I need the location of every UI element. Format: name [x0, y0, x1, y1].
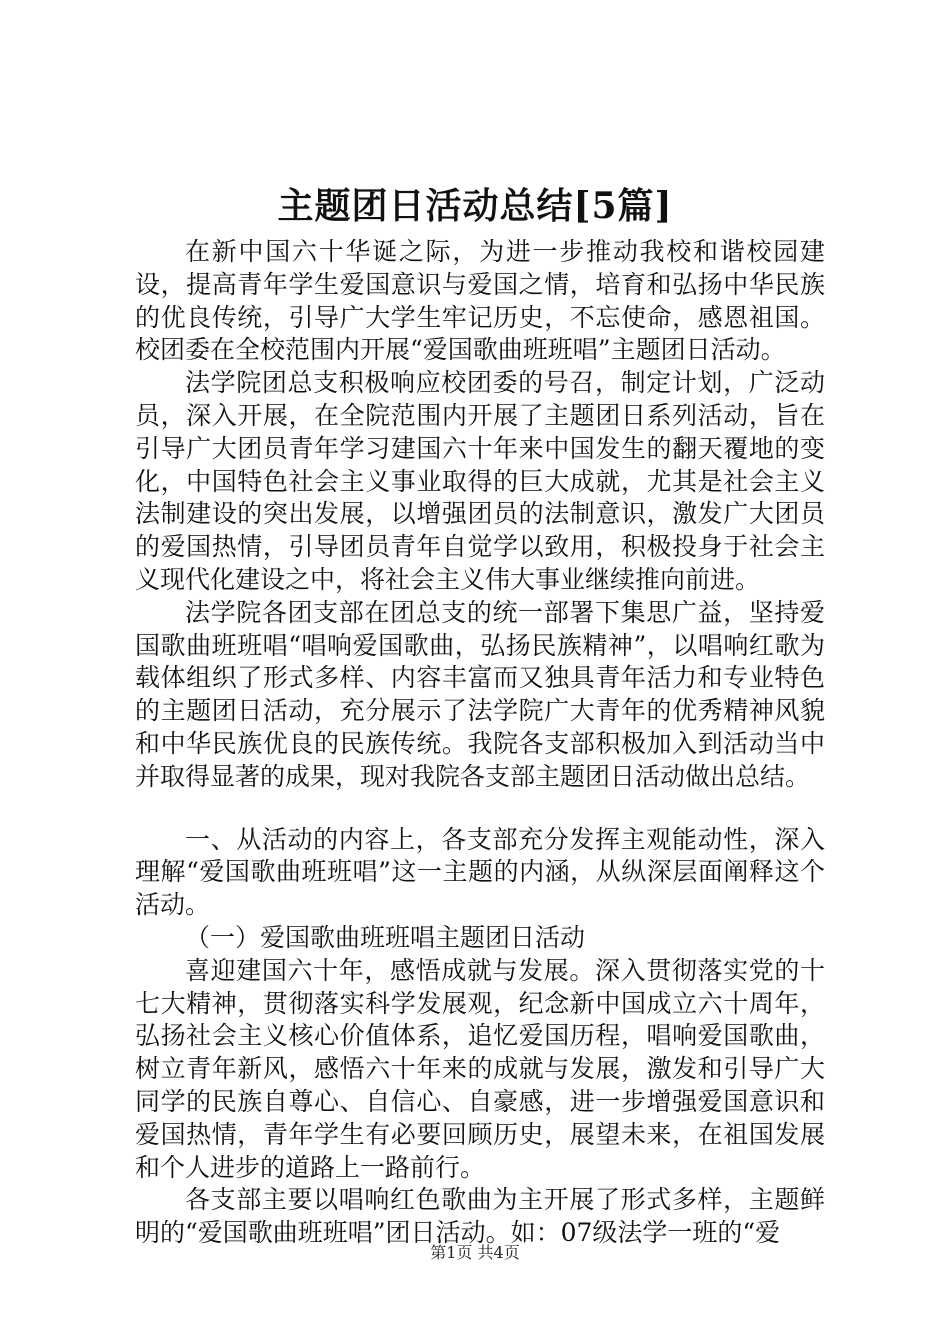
paragraph: 在新中国六十华诞之际，为进一步推动我校和谐校园建设，提高青年学生爱国意识与爱国之情，培育和弘扬中华民族的优良传统，引导广大学生牢记历史，不忘使命，感恩祖国。校团委在全校范围内开展“爱国歌曲班班唱”主题团日活动。: [135, 237, 825, 365]
paragraph: 各支部主要以唱响红色歌曲为主开展了形式多样，主题鲜明的“爱国歌曲班班唱”团日活动。如：07级法学一班的“爱: [135, 1185, 825, 1248]
document-title: 主题团日活动总结[5篇]: [277, 185, 673, 227]
subsection-heading: （一）爱国歌曲班班唱主题团日活动: [185, 922, 586, 952]
paragraph: 法学院各团支部在团总支的统一部署下集思广益，坚持爱国歌曲班班唱“唱响爱国歌曲，弘扬民族精神”，以唱响红歌为载体组织了形式多样、内容丰富而又独具青年活力和专业特色的主题团日活动，充分展示了法学院广大青年的优秀精神风貌和中华民族优良的民族传统。我院各支部积极加入到活动当中并取得显著的成果，现对我院各支部主题团日活动做出总结。: [135, 597, 825, 791]
section-heading: 一、从活动的内容上，各支部充分发挥主观能动性，深入理解“爱国歌曲班班唱”这一主题的内涵，从纵深层面阐释这个活动。: [135, 824, 825, 920]
paragraph: 喜迎建国六十年，感悟成就与发展。深入贯彻落实党的十七大精神，贯彻落实科学发展观，纪念新中国成立六十周年，弘扬社会主义核心价值体系，追忆爱国历程，唱响爱国歌曲，树立青年新风，感悟六十年来的成就与发展，激发和引导广大同学的民族自尊心、自信心、自豪感，进一步增强爱国意识和爱国热情，青年学生有必要回顾历史，展望未来，在祖国发展和个人进步的道路上一路前行。: [135, 955, 825, 1182]
document-body: [135, 236, 825, 1250]
paragraph-gap: [135, 794, 825, 824]
page-footer: 第1页 共4页: [430, 1243, 520, 1262]
paragraph: 法学院团总支积极响应校团委的号召，制定计划，广泛动员，深入开展，在全院范围内开展了主题团日系列活动，旨在引导广大团员青年学习建国六十年来中国发生的翻天覆地的变化，中国特色社会主义事业取得的巨大成就，尤其是社会主义法制建设的突出发展，以增强团员的法制意识，激发广大团员的爱国热情，引导团员青年自觉学以致用，积极投身于社会主义现代化建设之中，将社会主义伟大事业继续推向前进。: [135, 368, 825, 594]
